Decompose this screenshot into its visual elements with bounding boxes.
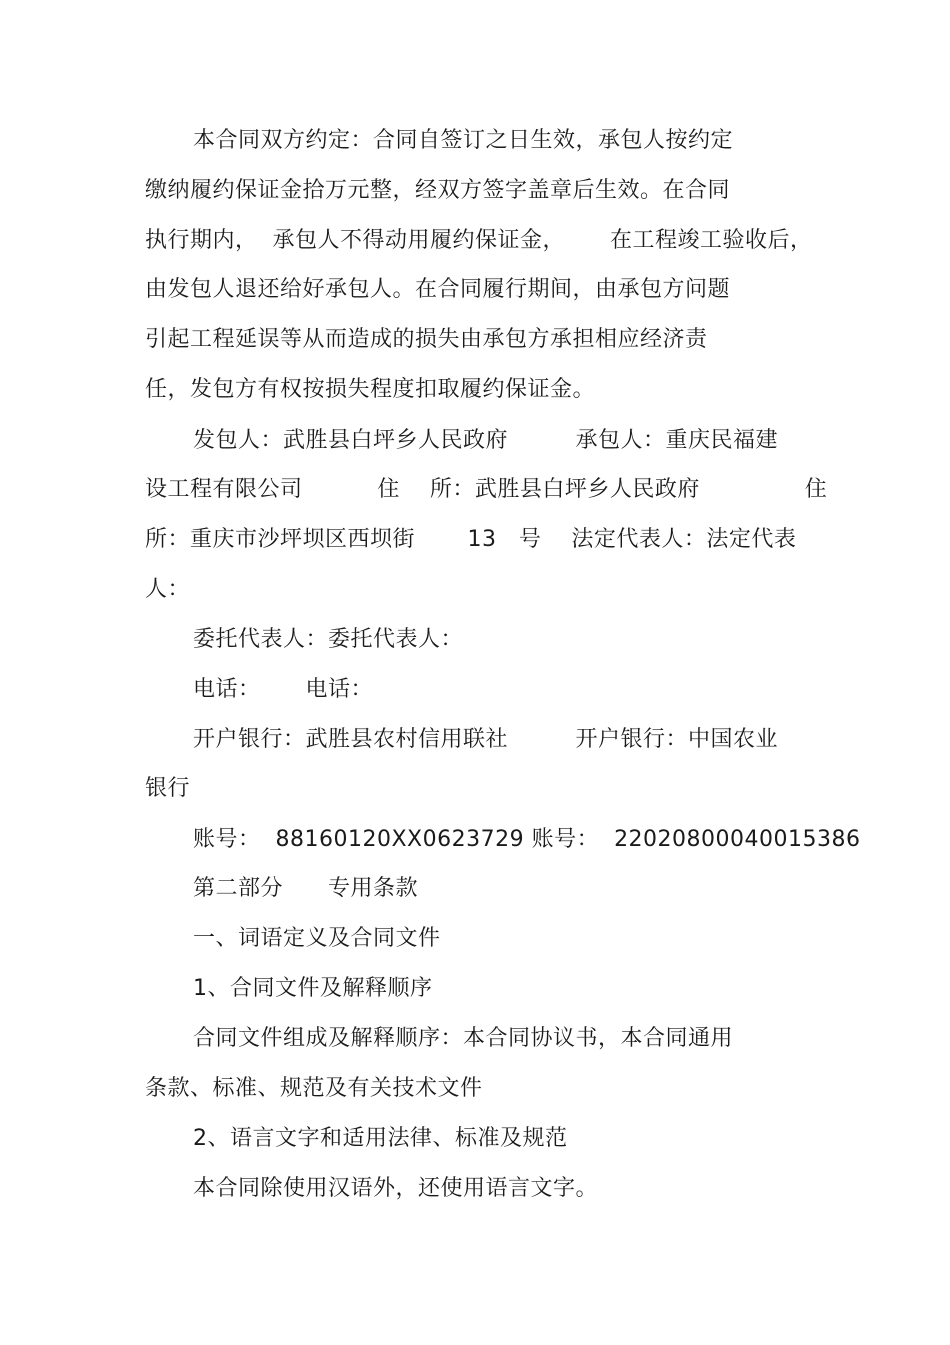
paragraph-line: 发包人：武胜县白坪乡人民政府 承包人：重庆民福建 <box>193 428 778 453</box>
paragraph-line: 电话： 电话： <box>193 677 373 702</box>
clause-heading: 1、合同文件及解释顺序 <box>193 976 433 1001</box>
account-line: 账号： 88160120XX0623729 账号： 22020800040015386 <box>193 827 861 852</box>
paragraph-line: 引起工程延误等从而造成的损失由承包方承担相应经济责 <box>145 327 708 352</box>
paragraph-line: 合同文件组成及解释顺序：本合同协议书，本合同通用 <box>193 1026 734 1051</box>
paragraph-line: 银行 <box>145 776 191 801</box>
paragraph-line: 缴纳履约保证金拾万元整，经双方签字盖章后生效。在合同 <box>145 178 731 203</box>
paragraph-line: 执行期内， 承包人不得动用履约保证金， 在工程竣工验收后， <box>145 228 813 253</box>
paragraph-line: 本合同双方约定：合同自签订之日生效，承包人按约定 <box>193 128 734 153</box>
paragraph-line: 人： <box>145 577 191 602</box>
clause-heading: 2、语言文字和适用法律、标准及规范 <box>193 1126 568 1151</box>
paragraph-line: 条款、标准、规范及有关技术文件 <box>145 1076 483 1101</box>
paragraph-line: 所：重庆市沙坪坝区西坝街 13 号 法定代表人：法定代表 <box>145 527 797 552</box>
paragraph-line: 设工程有限公司 住 所：武胜县白坪乡人民政府 住 <box>145 477 828 502</box>
subsection-heading: 一、词语定义及合同文件 <box>193 926 441 951</box>
paragraph-line: 由发包人退还给好承包人。在合同履行期间，由承包方问题 <box>145 277 731 302</box>
paragraph-line: 委托代表人：委托代表人： <box>193 627 464 652</box>
paragraph-line: 本合同除使用汉语外，还使用语言文字。 <box>193 1176 599 1201</box>
paragraph-line: 开户银行：武胜县农村信用联社 开户银行：中国农业 <box>193 727 778 752</box>
paragraph-line: 任，发包方有权按损失程度扣取履约保证金。 <box>145 377 596 402</box>
section-heading: 第二部分 专用条款 <box>193 876 418 901</box>
